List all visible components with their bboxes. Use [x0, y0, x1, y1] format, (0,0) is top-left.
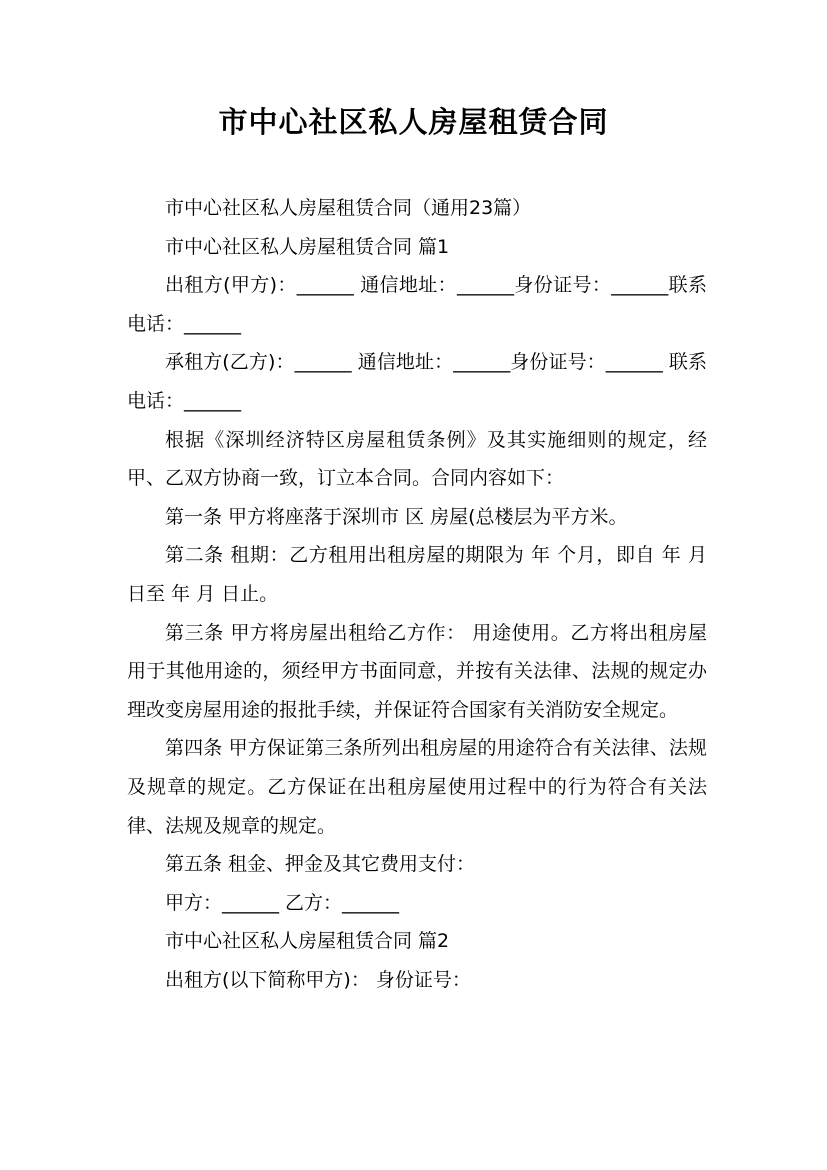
document-title: 市中心社区私人房屋租赁合同 [218, 105, 609, 139]
paragraph-lessor-info: 出租方(甲方)：______ 通信地址：______身份证号：______联系电话：______ [127, 274, 707, 335]
paragraph-signatures: 甲方：______ 乙方：______ [165, 891, 400, 914]
paragraph-section-heading-1: 市中心社区私人房屋租赁合同 篇1 [165, 235, 450, 258]
paragraph-article-3: 第三条 甲方将房屋出租给乙方作： 用途使用。乙方将出租房屋用于其他用途的，须经甲方书面同意，并按有关法律、法规的规定办理改变房屋用途的报批手续，并保证符合国家有关消防安全规定。 [127, 621, 707, 721]
paragraph-preamble: 根据《深圳经济特区房屋租赁条例》及其实施细则的规定，经甲、乙双方协商一致，订立本合同。合同内容如下： [127, 428, 707, 490]
paragraph-collection-title: 市中心社区私人房屋租赁合同（通用23篇） [165, 197, 532, 219]
paragraph-article-2: 第二条 租期：乙方租用出租房屋的期限为 年 个月，即自 年 月 日至 年 月 日止。 [127, 544, 714, 605]
paragraph-article-4: 第四条 甲方保证第三条所列出租房屋的用途符合有关法律、法规及规章的规定。乙方保证在出租房屋使用过程中的行为符合有关法律、法规及规章的规定。 [127, 737, 707, 837]
paragraph-lessee-info: 承租方(乙方)：______ 通信地址：______身份证号：______ 联系电话：______ [127, 351, 707, 412]
paragraph-article-5: 第五条 租金、押金及其它费用支付： [165, 853, 476, 876]
paragraph-lessor-info-2: 出租方(以下简称甲方)： 身份证号： [165, 968, 471, 991]
document-body [127, 189, 714, 999]
paragraph-section-heading-2: 市中心社区私人房屋租赁合同 篇2 [165, 930, 450, 953]
paragraph-article-1: 第一条 甲方将座落于深圳市 区 房屋(总楼层为平方米。 [165, 505, 628, 528]
